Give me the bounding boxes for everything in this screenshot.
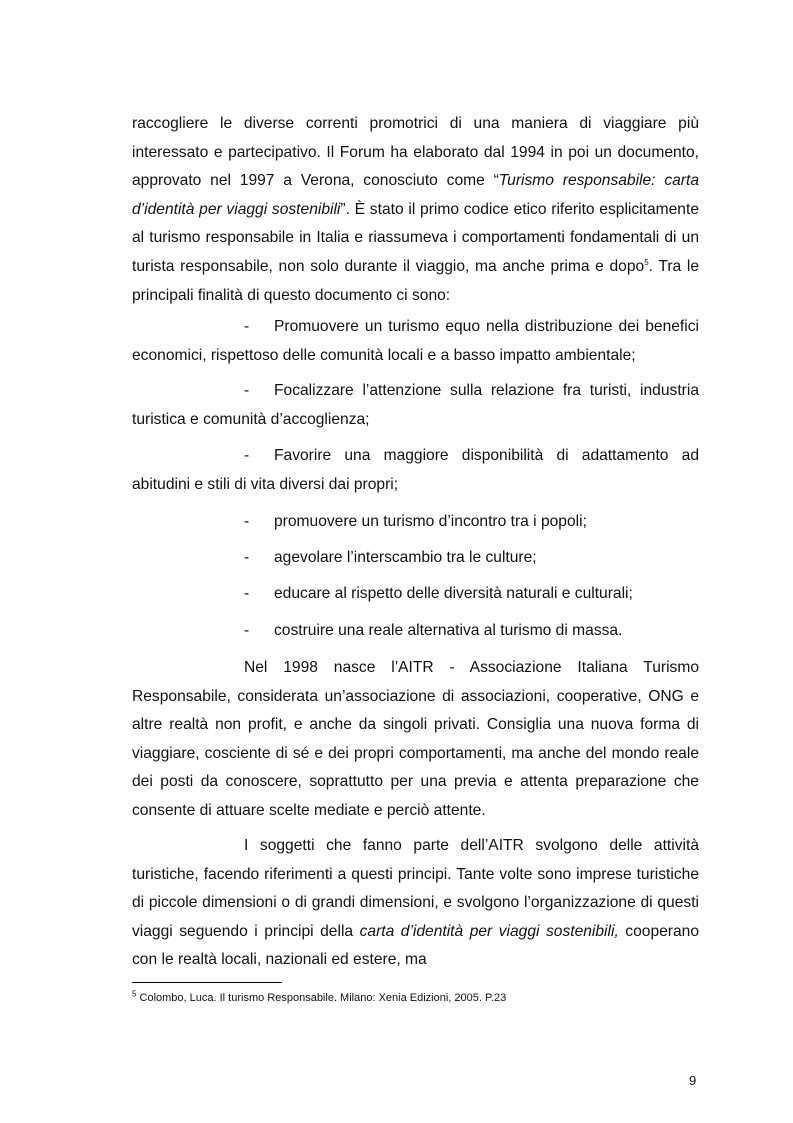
list-dash: - [244, 549, 250, 566]
list-item [244, 508, 587, 537]
list-item [244, 544, 537, 573]
list-item-text: agevolare l’interscambio tra le culture; [274, 549, 537, 566]
list-item-text: educare al rispetto delle diversità naturali e culturali; [274, 585, 633, 602]
paragraph-text: I soggetti che fanno parte dell’AITR svolgono delle attività turistiche, facendo riferimenti a questi principi. Tante volte sono imprese turistiche di piccole dimensioni o di grandi dimensioni, e svolgono l’organizzazione di questi viaggi seguendo i principi della [132, 837, 699, 940]
list-item-text: promuovere un turismo d’incontro tra i popoli; [274, 513, 587, 530]
list-dash: - [244, 447, 250, 464]
list-item [244, 580, 633, 609]
list-item [132, 442, 699, 499]
list-item [244, 617, 622, 646]
footnote [132, 991, 506, 1005]
footnote-separator [132, 982, 282, 983]
list-item [132, 377, 699, 434]
list-dash: - [244, 382, 250, 399]
list-dash: - [244, 622, 250, 639]
footnote-number: 5 [132, 989, 137, 999]
paragraph-aitr-members [132, 832, 699, 975]
page-number: 9 [689, 1073, 697, 1088]
footnote-text: Colombo, Luca. Il turismo Responsabile. Milano: Xenia Edizioni, 2005. P.23 [136, 992, 507, 1004]
list-item-text: Promuovere un turismo equo nella distribuzione dei benefici economici, rispettoso delle comunità locali e a basso impatto ambientale; [132, 318, 699, 364]
paragraph-text: cooperano con le realtà locali, nazionali ed estere, ma [132, 922, 699, 969]
list-item-text: costruire una reale alternativa al turismo di massa. [274, 622, 623, 639]
paragraph-text: raccogliere le diverse correnti promotrici di una maniera di viaggiare più interessato e partecipativo. Il Forum ha elaborato dal 1994 in poi un documento, approvato nel 1997 a Verona, conosciuto come “ [132, 115, 699, 190]
list-item [132, 313, 699, 370]
list-item-text: Favorire una maggiore disponibilità di adattamento ad abitudini e stili di vita diversi dai propri; [132, 447, 699, 493]
list-item-text: Focalizzare l’attenzione sulla relazione fra turisti, industria turistica e comunità d’accoglienza; [132, 382, 699, 428]
document-title-italic: Turismo responsabile: carta d’identità per viaggi sostenibili [132, 172, 699, 218]
paragraph-text: ”. È stato il primo codice etico riferito esplicitamente al turismo responsabile in Italia e riassumeva i comportamenti fondamentali di un turista responsabile, non solo durante il viaggio, ma anche prima e dopo [132, 200, 699, 275]
footnote-reference: 5 [644, 257, 649, 267]
paragraph-aitr [132, 654, 699, 826]
list-dash: - [244, 585, 250, 602]
paragraph-text: Nel 1998 nasce l’AITR - Associazione Italiana Turismo Responsabile, considerata un’associazione di associazioni, cooperative, ONG e altre realtà non profit, e anche da singoli privati. Consiglia una nuova forma di viaggiare, cosciente di sé e dei propri comportamenti, ma anche del mondo reale dei posti da conoscere, soprattutto per una previa e attenta preparazione che consente di attuare scelte mediate e perciò attente. [132, 659, 699, 819]
list-dash: - [244, 513, 250, 530]
paragraph-forum-document [132, 110, 699, 310]
italic-text: carta d’identità per viaggi sostenibili, [359, 922, 619, 940]
paragraph-text: . Tra le principali finalità di questo documento ci sono: [132, 257, 699, 304]
list-dash: - [244, 318, 250, 335]
